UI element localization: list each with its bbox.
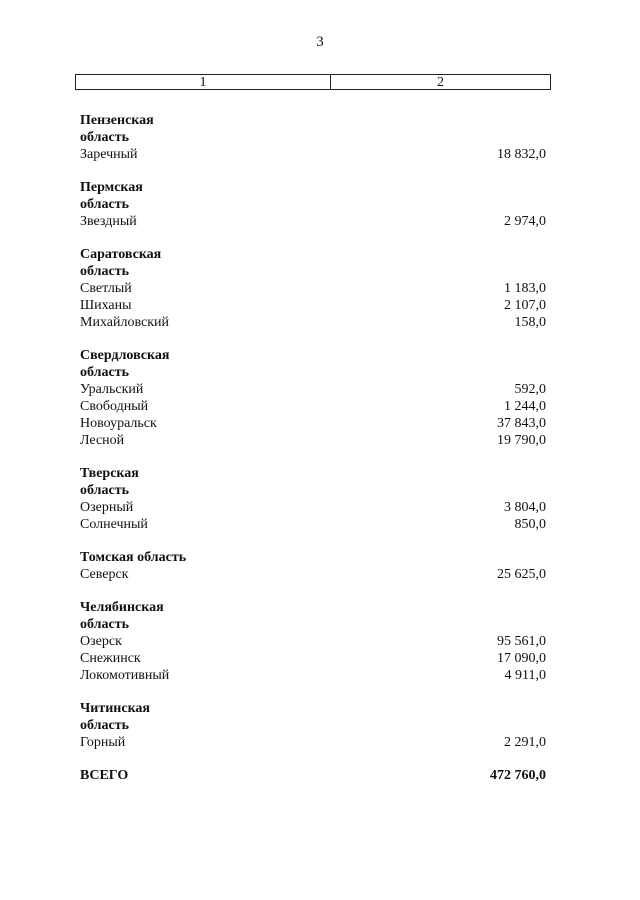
settlement-value: 37 843,0 [497,416,546,431]
region-name: Свердловская область [80,348,170,380]
region-name: Челябинская область [80,600,164,632]
settlement-value: 17 090,0 [497,651,546,666]
table-row [80,499,546,516]
settlement-name: Северск [80,567,129,582]
table-row [80,314,546,331]
settlement-value: 158,0 [514,315,546,330]
settlement-name: Уральский [80,382,144,397]
settlement-value: 95 561,0 [497,634,546,649]
settlement-name: Звездный [80,214,137,229]
region-name: Пензенская область [80,113,154,145]
table-row [80,213,546,230]
region-name: Читинская область [80,701,150,733]
settlement-name: Светлый [80,281,132,296]
table-header [75,74,551,90]
table-row [80,667,546,684]
table-body [80,112,546,784]
region-group [80,347,546,449]
region-group [80,465,546,533]
header-col-2: 2 [437,75,444,90]
table-row [80,566,546,583]
table-row [80,633,546,650]
settlement-value: 19 790,0 [497,433,546,448]
table-row [80,734,546,751]
table-row [80,381,546,398]
settlement-name: Снежинск [80,651,141,666]
settlement-value: 4 911,0 [504,668,546,683]
settlement-name: Локомотивный [80,668,170,683]
settlement-value: 3 804,0 [504,500,546,515]
table-row [80,280,546,297]
settlement-name: Михайловский [80,315,169,330]
table-row [80,146,546,163]
table-row [80,398,546,415]
region-group [80,112,546,163]
page-number: 3 [316,34,324,50]
settlement-name: Солнечный [80,517,148,532]
settlement-value: 1 244,0 [504,399,546,414]
header-col-1: 1 [76,75,331,89]
settlement-name: Озерный [80,500,134,515]
total-value: 472 760,0 [490,768,546,783]
settlement-value: 1 183,0 [504,281,546,296]
region-group [80,549,546,583]
region-groups [80,112,546,751]
settlement-value: 592,0 [514,382,546,397]
region-name: Тверская область [80,466,139,498]
settlement-name: Озерск [80,634,122,649]
region-name: Томская область [80,550,187,565]
settlement-value: 850,0 [514,517,546,532]
total-row [80,767,546,784]
table-row [80,516,546,533]
region-name: Саратовская область [80,247,162,279]
settlement-name: Свободный [80,399,149,414]
region-name: Пермская область [80,180,143,212]
table-row [80,297,546,314]
region-group [80,246,546,331]
region-group [80,599,546,684]
table-row [80,432,546,449]
settlement-value: 25 625,0 [497,567,546,582]
region-group [80,700,546,751]
settlement-name: Лесной [80,433,125,448]
settlement-value: 2 107,0 [504,298,546,313]
settlement-name: Горный [80,735,126,750]
table-row [80,415,546,432]
settlement-name: Шиханы [80,298,132,313]
settlement-value: 18 832,0 [497,147,546,162]
settlement-value: 2 291,0 [504,735,546,750]
total-label: ВСЕГО [80,768,129,783]
settlement-value: 2 974,0 [504,214,546,229]
settlement-name: Новоуральск [80,416,157,431]
region-group [80,179,546,230]
settlement-name: Заречный [80,147,138,162]
table-row [80,650,546,667]
